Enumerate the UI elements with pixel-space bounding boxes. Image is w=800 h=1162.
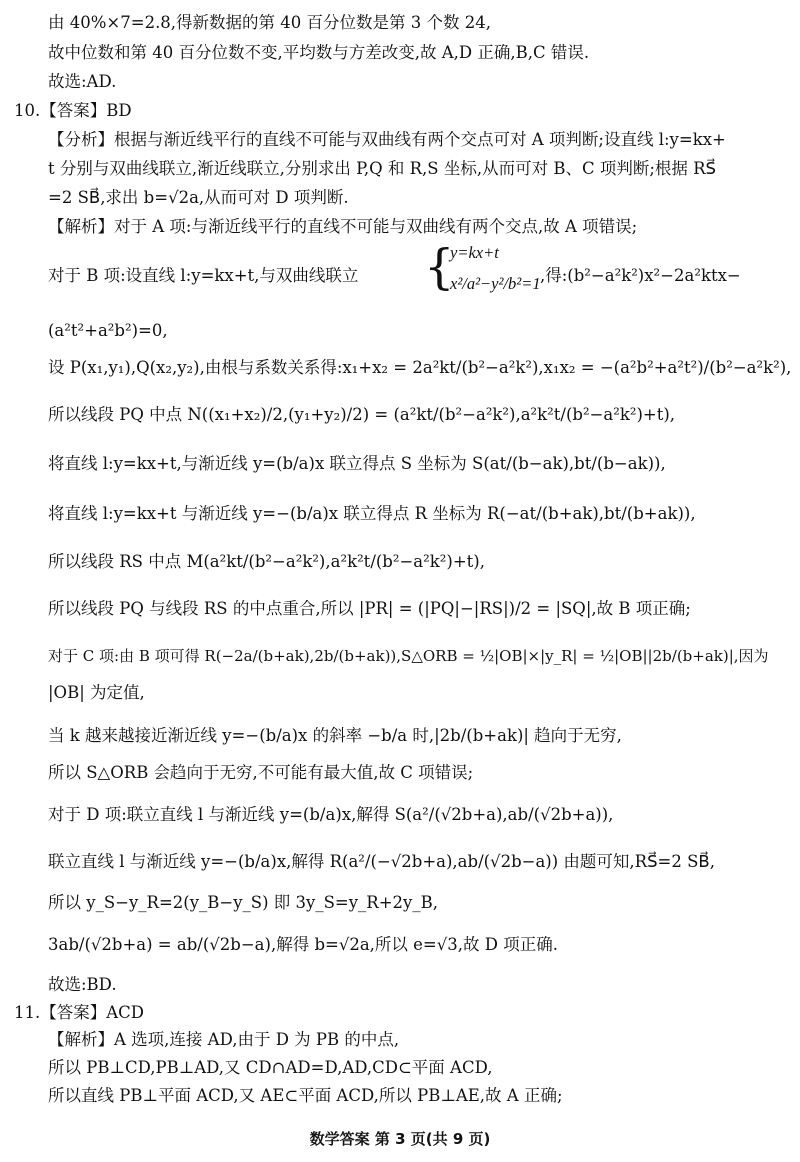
solution-line: 对于 B 项:设直线 l:y=kx+t,与双曲线联立 (48, 266, 359, 285)
solution-line: 3ab/(√2b+a) = ab/(√2b−a),解得 b=√2a,所以 e=√3,故 D 项正确. (48, 935, 558, 954)
solution-line: ,得:(b²−a²k²)x²−2a²ktx− (540, 266, 741, 285)
brace-icon: { (424, 239, 455, 295)
text-line: 故选:AD. (48, 72, 117, 91)
solution-line: |OB| 为定值, (48, 683, 145, 702)
solution-line: 将直线 l:y=kx+t 与渐近线 y=−(b/a)x 联立得点 R 坐标为 R(−at/(b+ak),bt/(b+ak)), (48, 504, 696, 523)
solution-line: 所以 PB⊥CD,PB⊥AD,又 CD∩AD=D,AD,CD⊂平面 ACD, (48, 1058, 493, 1077)
equation-line: x²/a²−y²/b²=1 (450, 274, 541, 293)
question-answer-heading: 10.【答案】BD (14, 101, 132, 120)
analysis-line: =2 SB⃗,求出 b=√2a,从而可对 D 项判断. (48, 188, 349, 207)
solution-line: 所以线段 PQ 与线段 RS 的中点重合,所以 |PR| = (|PQ|−|RS|)/2 = |SQ|,故 B 项正确; (48, 599, 691, 618)
solution-line: 将直线 l:y=kx+t,与渐近线 y=(b/a)x 联立得点 S 坐标为 S(at/(b−ak),bt/(b−ak)), (48, 454, 666, 473)
text-line: 由 40%×7=2.8,得新数据的第 40 百分位数是第 3 个数 24, (48, 13, 492, 32)
page-footer: 数学答案 第 3 页(共 9 页) (309, 1130, 491, 1148)
solution-line: 所以线段 RS 中点 M(a²kt/(b²−a²k²),a²k²t/(b²−a²k²)+t), (48, 552, 485, 571)
solution-line: 设 P(x₁,y₁),Q(x₂,y₂),由根与系数关系得:x₁+x₂ = 2a²kt/(b²−a²k²),x₁x₂ = −(a²b²+a²t²)/(b²−a²k²), (48, 358, 792, 377)
solution-line: 对于 D 项:联立直线 l 与渐近线 y=(b/a)x,解得 S(a²/(√2b+a),ab/(√2b+a)), (48, 805, 614, 824)
solution-line: 所以 y_S−y_R=2(y_B−y_S) 即 3y_S=y_R+2y_B, (48, 893, 438, 912)
solution-line: 所以 S△ORB 会趋向于无穷,不可能有最大值,故 C 项错误; (48, 763, 474, 782)
solution-line: 所以线段 PQ 中点 N((x₁+x₂)/2,(y₁+y₂)/2) = (a²kt/(b²−a²k²),a²k²t/(b²−a²k²)+t), (48, 405, 676, 424)
analysis-line: t 分别与双曲线联立,渐近线联立,分别求出 P,Q 和 R,S 坐标,从而可对 B、C 项判断;根据 RS⃗ (48, 159, 717, 178)
solution-line: 故选:BD. (48, 975, 117, 994)
solution-line: 【解析】对于 A 项:与渐近线平行的直线不可能与双曲线有两个交点,故 A 项错误; (48, 217, 638, 236)
solution-line: 当 k 越来越接近渐近线 y=−(b/a)x 的斜率 −b/a 时,|2b/(b+ak)| 趋向于无穷, (48, 726, 622, 745)
analysis-line: 【分析】根据与渐近线平行的直线不可能与双曲线有两个交点可对 A 项判断;设直线 l:y=kx+ (48, 130, 726, 149)
solution-line: 联立直线 l 与渐近线 y=−(b/a)x,解得 R(a²/(−√2b+a),ab/(√2b−a)) 由题可知,RS⃗=2 SB⃗, (48, 852, 715, 871)
solution-line: 所以直线 PB⊥平面 ACD,又 AE⊂平面 ACD,所以 PB⊥AE,故 A 正确; (48, 1086, 563, 1105)
question-answer-heading: 11.【答案】ACD (14, 1003, 145, 1022)
text-line: 故中位数和第 40 百分位数不变,平均数与方差改变,故 A,D 正确,B,C 错误. (48, 43, 590, 62)
solution-line: 【解析】A 选项,连接 AD,由于 D 为 PB 的中点, (48, 1030, 400, 1049)
solution-line: 对于 C 项:由 B 项可得 R(−2a/(b+ak),2b/(b+ak)),S△ORB = ½|OB|×|y_R| = ½|OB||2b/(b+ak)|,因为 (48, 647, 769, 665)
equation-line: y=kx+t (450, 243, 499, 262)
solution-line: (a²t²+a²b²)=0, (48, 321, 168, 340)
